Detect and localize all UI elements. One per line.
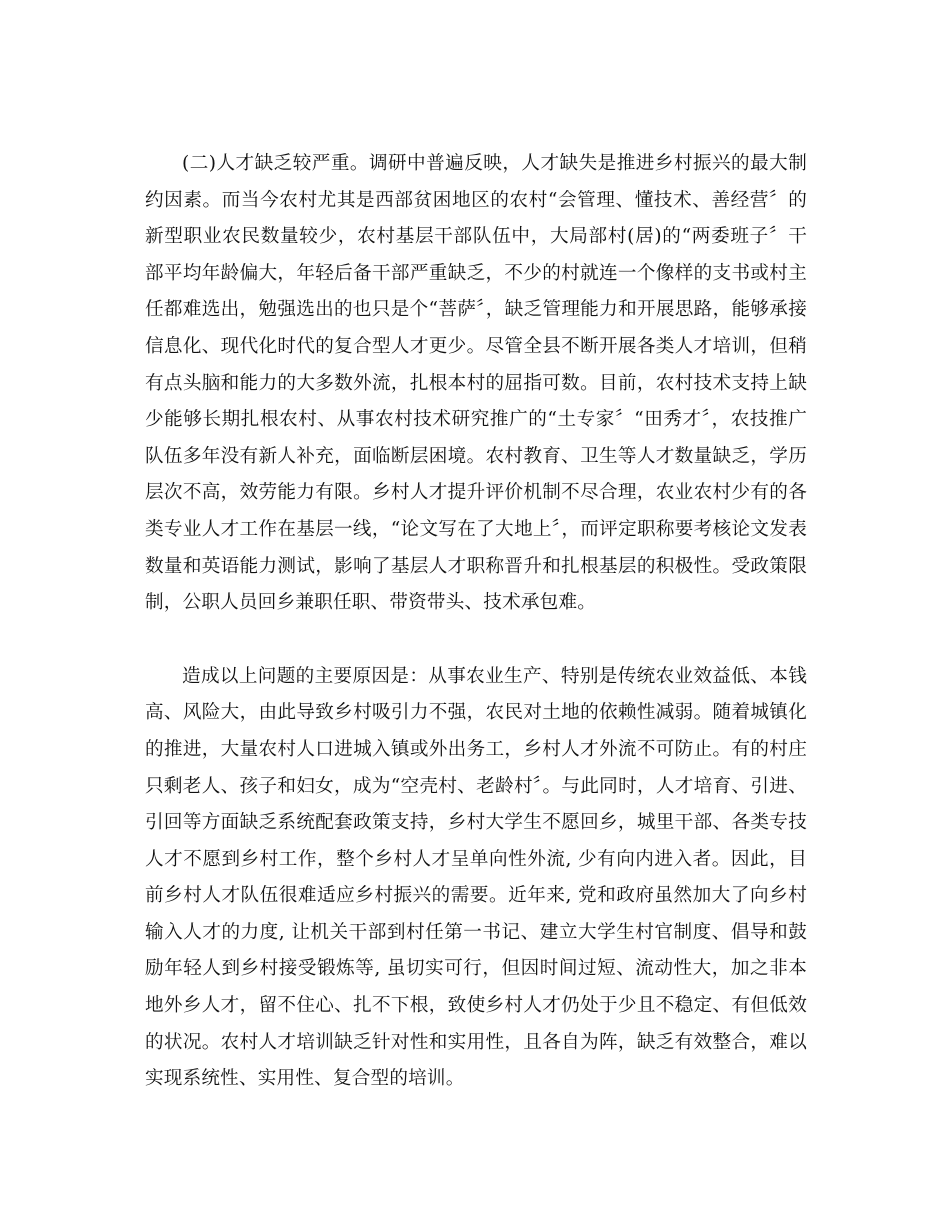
- document-body: [145, 146, 807, 1098]
- paragraph-main-causes: 造成以上问题的主要原因是：从事农业生产、特别是传统农业效益低、本钱高、风险大，由此导致乡村吸引力不强，农民对土地的依赖性减弱。随着城镇化的推进，大量农村人口进城入镇或外出务工，乡村人才外流不可防止。有的村庄只剩老人、孩子和妇女，成为“空壳村、老龄村〞。与此同时，人才培育、引进、引回等方面缺乏系统配套政策支持，乡村大学生不愿回乡，城里干部、各类专技人才不愿到乡村工作，整个乡村人才呈单向性外流, 少有向内进入者。因此，目前乡村人才队伍很难适应乡村振兴的需要。近年来, 党和政府虽然加大了向乡村输入人才的力度, 让机关干部到村任第一书记、建立大学生村官制度、倡导和鼓励年轻人到乡村接受锻炼等, 虽切实可行，但因时间过短、流动性大，加之非本地外乡人才，留不住心、扎不下根，致使乡村人才仍处于少且不稳定、有但低效的状况。农村人才培训缺乏针对性和实用性，且各自为阵，缺乏有效整合，难以实现系统性、实用性、复合型的培训。: [145, 665, 807, 1090]
- paragraph-talent-shortage: (二)人才缺乏较严重。调研中普遍反映，人才缺失是推进乡村振兴的最大制约因素。而当今农村尤其是西部贫困地区的农村“会管理、懂技术、善经营〞的新型职业农民数量较少，农村基层干部队伍中，大局部村(居)的“两委班子〞干部平均年龄偏大，年轻后备干部严重缺乏，不少的村就连一个像样的支书或村主任都难选出，勉强选出的也只是个“菩萨〞，缺乏管理能力和开展思路，能够承接信息化、现代化时代的复合型人才更少。尽管全县不断开展各类人才培训，但稍有点头脑和能力的大多数外流，扎根本村的屈指可数。目前，农村技术支持上缺少能够长期扎根农村、从事农村技术研究推广的“土专家〞“田秀才〞，农技推广队伍多年没有新人补充，面临断层困境。农村教育、卫生等人才数量缺乏，学历层次不高，效劳能力有限。乡村人才提升评价机制不尽合理，农业农村少有的各类专业人才工作在基层一线，“论文写在了大地上〞，而评定职称要考核论文发表数量和英语能力测试，影响了基层人才职称晋升和扎根基层的积极性。受政策限制，公职人员回乡兼职任职、带资带头、技术承包难。: [145, 153, 807, 614]
